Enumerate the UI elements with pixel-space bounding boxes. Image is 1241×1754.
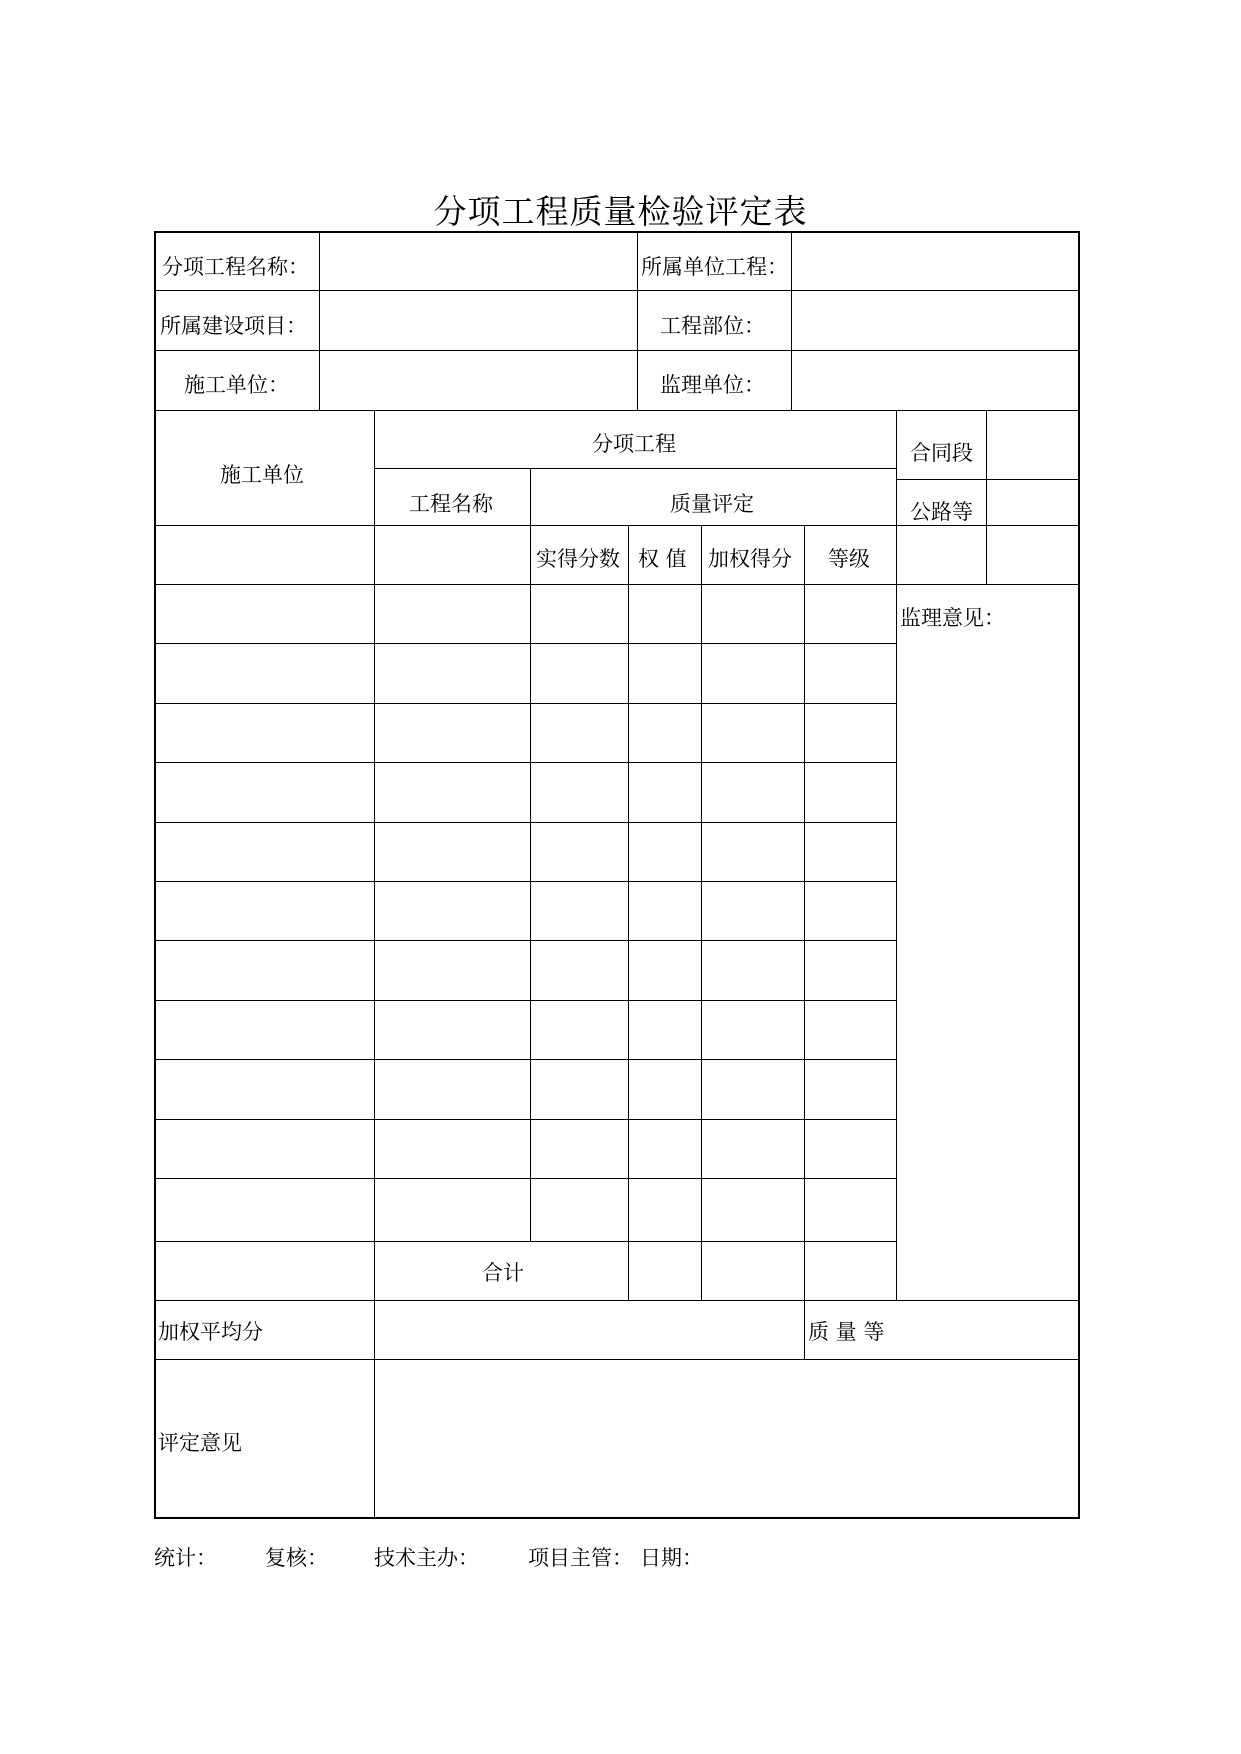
unit-project-label: 所属单位工程：	[641, 255, 788, 279]
table-row-line	[154, 881, 896, 882]
grid-line	[374, 468, 896, 469]
grid-line	[154, 525, 1080, 526]
quality-eval-header: 质量评定	[670, 492, 754, 516]
table-row-line	[154, 1000, 896, 1001]
supervision-opinion-label: 监理意见：	[900, 606, 1005, 630]
eval-opinion-label: 评定意见	[158, 1431, 242, 1455]
contractor-label: 施工单位：	[184, 373, 289, 397]
quality-grade-label: 质 量 等	[808, 1320, 885, 1344]
table-row-line	[154, 1178, 896, 1179]
table-border-right	[1078, 231, 1080, 1519]
grid-line	[154, 350, 1080, 351]
grid-line	[154, 410, 1080, 411]
table-border-top	[154, 231, 1080, 233]
page-title: 分项工程质量检验评定表	[433, 192, 808, 231]
contract-section-label: 合同段	[910, 441, 973, 465]
table-row-line	[154, 940, 896, 941]
grid-line	[628, 525, 629, 1300]
grid-line	[319, 231, 320, 410]
footer-review: 复核：	[265, 1546, 328, 1570]
table-row-line	[154, 1359, 1080, 1360]
grid-line	[637, 231, 638, 410]
table-border-left	[154, 231, 156, 1519]
table-border-bottom	[154, 1517, 1080, 1519]
supervisor-label: 监理单位：	[660, 373, 765, 397]
location-label: 工程部位：	[660, 314, 765, 338]
footer-date: 日期：	[640, 1546, 703, 1570]
table-row-line	[154, 762, 896, 763]
grid-line	[804, 525, 805, 1359]
table-row-line	[154, 822, 896, 823]
item-name-label: 分项工程名称：	[162, 255, 309, 279]
footer-stats: 统计：	[154, 1546, 217, 1570]
table-row-line	[154, 703, 896, 704]
footer-tech-lead: 技术主办：	[374, 1546, 479, 1570]
sub-item-header: 分项工程	[592, 432, 676, 456]
grid-line	[701, 525, 702, 1300]
weighted-score-header: 加权得分	[708, 547, 792, 571]
item-name-header: 工程名称	[409, 492, 493, 516]
score-header: 实得分数	[536, 547, 620, 571]
table-row-line	[154, 1059, 896, 1060]
weighted-avg-label: 加权平均分	[158, 1320, 263, 1344]
road-grade-label: 公路等	[910, 500, 973, 524]
footer-project-manager: 项目主管：	[528, 1546, 633, 1570]
total-label: 合计	[482, 1261, 524, 1285]
project-label: 所属建设项目：	[160, 314, 307, 338]
table-row-line	[154, 1119, 896, 1120]
table-row-line	[154, 643, 896, 644]
grade-header: 等级	[828, 547, 870, 571]
grid-line	[896, 479, 1080, 480]
table-row-line	[154, 1241, 896, 1242]
grid-line	[374, 410, 375, 1517]
weight-header: 权 值	[638, 547, 687, 571]
grid-line	[986, 410, 987, 584]
contractor-column-header: 施工单位	[220, 463, 304, 487]
grid-line	[791, 231, 792, 410]
grid-line	[154, 290, 1080, 291]
grid-line	[154, 584, 1080, 585]
table-row-line	[154, 1300, 1080, 1301]
grid-line	[896, 410, 897, 1300]
